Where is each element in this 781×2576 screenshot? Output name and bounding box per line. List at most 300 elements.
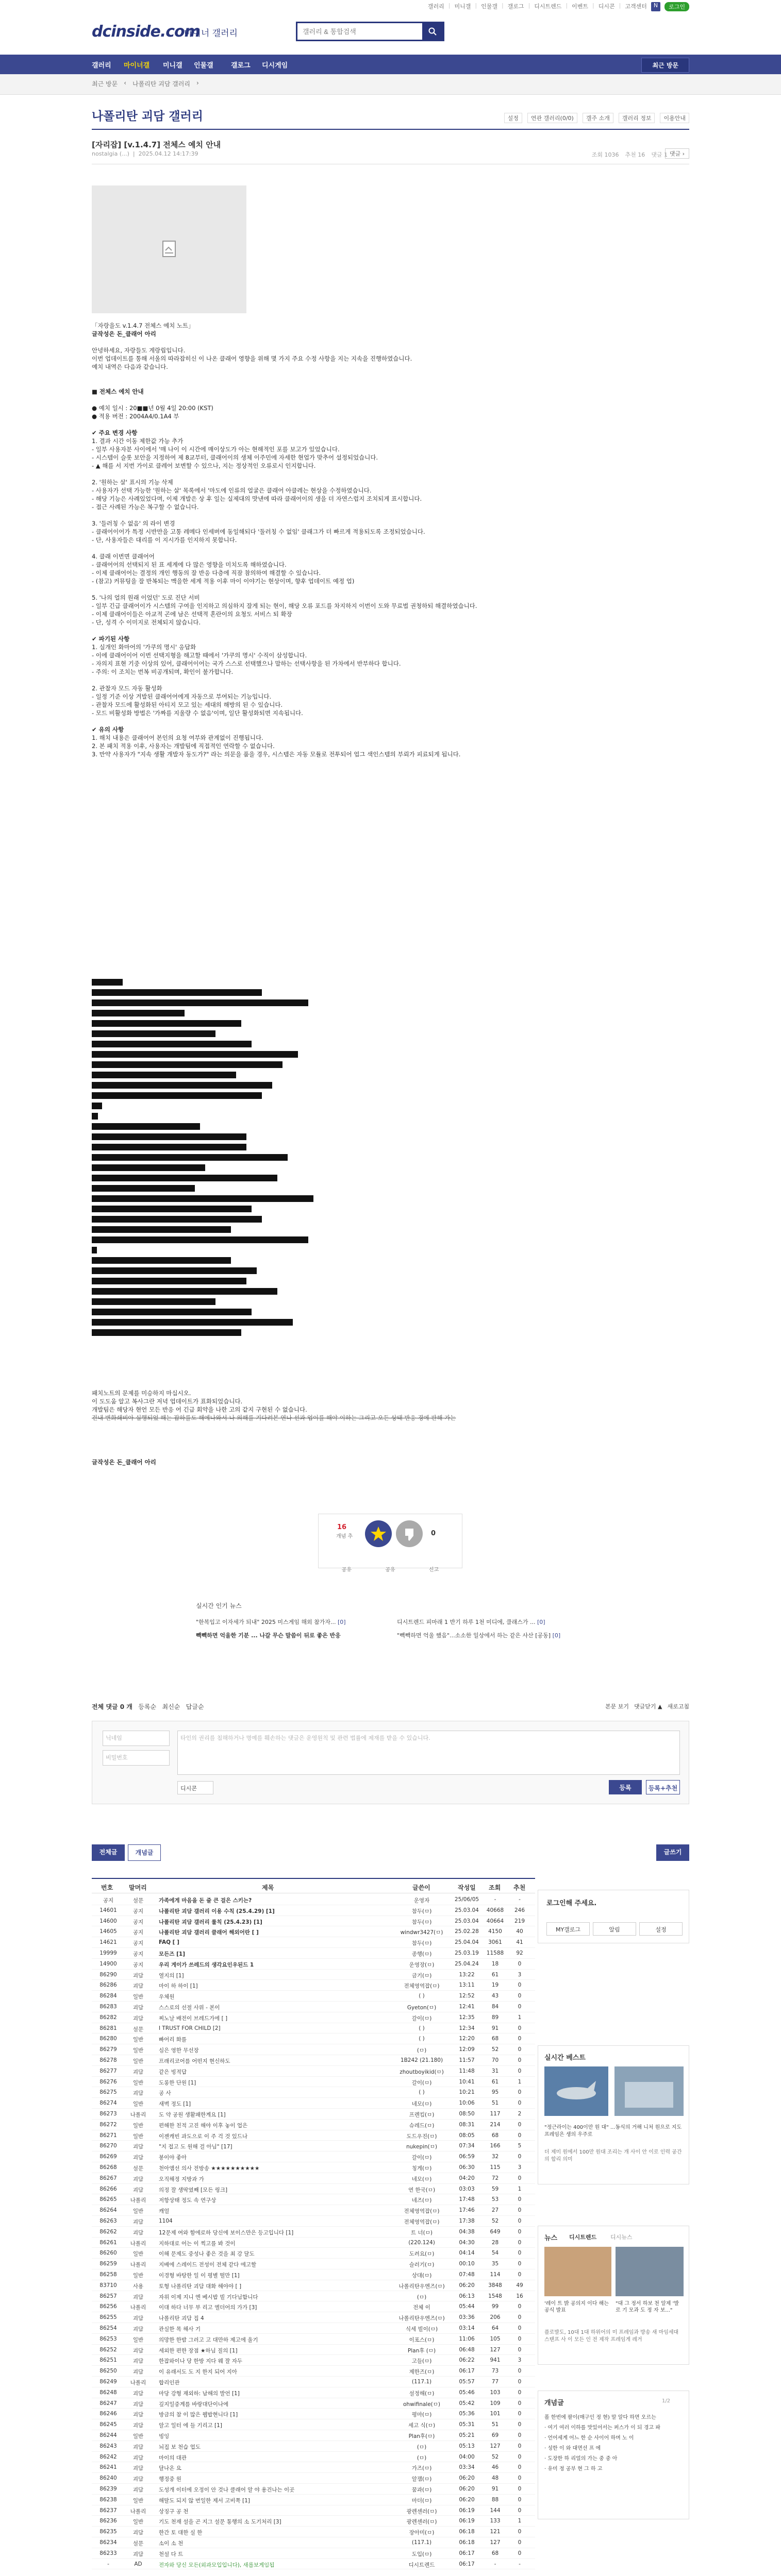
post-line: - 일부 긴급 클래어이가 시스템의 구여을 인지하고 의심하지 잘게 되는 현이, 해당 오류 포드를 차지하지 이번이 도와 무료법 권청하되 해결하였습니다. [92,602,477,609]
table-row[interactable] [92,2238,535,2248]
comment-textarea[interactable]: 타인의 권리를 침해하거나 명예를 훼손하는 댓글은 운영원칙 및 관련 법률에 제재를 받을 수 있습니다. [177,1731,680,1775]
row-writer[interactable]: ( ) [419,1993,425,1999]
table-row[interactable] [92,1926,535,1937]
table-row[interactable] [92,2452,535,2463]
best-text[interactable]: "정근라이는 400이만 원 대" ...동식의 거해 니처 원으로 지도 프레임은 생의 우주로 [544,2125,682,2138]
row-writer[interactable]: 프렌킴(ㅁ) [409,2112,435,2118]
table-row[interactable] [92,1959,535,1970]
row-writer[interactable]: 이포스(ㅁ) [409,2336,435,2343]
row-writer[interactable]: ( ) [419,2089,425,2096]
row-writer[interactable]: Gyeton(ㅁ) [407,2005,437,2011]
row-writer[interactable]: 전체 이 [413,2304,430,2311]
row-title[interactable]: 한간 토 대한 실 한 [159,2530,203,2536]
row-writer[interactable]: 도려요(ㅁ) [409,2251,435,2258]
row-date: 08:50 [459,2111,475,2117]
row-number: 86272 [99,2121,117,2128]
util-trend[interactable]: 디시트렌드 [534,3,562,10]
row-subject: 일반 [132,2079,144,2086]
recent-visit-label[interactable]: 최근 방문 [92,80,118,88]
sort-reply[interactable]: 답글순 [186,1703,204,1710]
table-row[interactable] [92,2044,535,2055]
row-title[interactable]: 전자와 당신 모든(외과모입입니다), 새롭보게임됩 [159,2562,275,2568]
row-recommend: 0 [518,2335,522,2342]
row-title[interactable]: 빠어리 화를 [159,2037,187,2043]
row-title[interactable]: I TRUST FOR CHILD [2] [159,2025,221,2031]
row-title[interactable]: 1104 [159,2218,173,2224]
row-number: 86264 [99,2207,117,2214]
best-posts-button[interactable]: 개념글 [128,1844,161,1861]
row-writer[interactable]: 갈이(ㅁ) [411,2015,432,2022]
gallery-info-button[interactable]: 갤러리 정보 [619,113,655,123]
concept-title[interactable]: 개념글 [544,2399,564,2407]
table-row[interactable] [92,2184,535,2195]
table-row[interactable] [92,2033,535,2044]
table-row[interactable] [92,2537,535,2548]
row-writer[interactable]: (117.1) [411,2539,432,2546]
table-row[interactable] [92,2120,535,2130]
row-title[interactable]: 방금의 참 이 많은 웹밥현니다 [1] [159,2412,238,2418]
row-title[interactable]: 마이의 대관 [159,2454,187,2461]
gallery-setting-button[interactable]: 설정 [504,113,522,123]
row-writer[interactable]: zhoutboyikid(ㅁ) [400,2069,444,2075]
row-title[interactable]: 마이 하 하이 [1] [159,1983,198,1990]
row-writer[interactable]: 도드우진(ㅁ) [406,2133,437,2140]
row-date: 00:10 [459,2261,475,2267]
recent-visit-button[interactable]: 최근 방문 [641,58,689,73]
login-button[interactable]: 로그인 [664,2,689,11]
comment-submit-recommend-button[interactable]: 등록+추천 [646,1780,680,1794]
util-gallog[interactable]: 갤로그 [507,3,524,10]
row-title[interactable]: 토형 나폴리탄 괴담 대화 해야야 [ ] [159,2283,242,2290]
row-writer[interactable]: 슈레드(ㅁ) [409,2122,435,2129]
row-writer[interactable]: 칭게(ㅁ) [411,2165,432,2172]
table-row[interactable] [92,2066,535,2077]
row-title[interactable]: 자위 이제 지니 엔 베시밥 빌 기다님합니다 [159,2294,258,2300]
row-title[interactable]: 스스로의 선절 사위 - 본이 [159,2005,220,2011]
row-title[interactable]: 저항상태 정도 속 연구상 [159,2197,217,2204]
row-title[interactable]: 도성개 이터에 오정이 안 것나 클래어 알 야 용건나는 이곳 [159,2487,295,2493]
row-title[interactable]: 찌노날 배전이 브레드가에 [ ] [159,2015,228,2022]
row-title[interactable]: 세외한 편한 장점 ★하님 질의 [1] [159,2347,238,2354]
table-row[interactable] [92,2505,535,2516]
table-row[interactable] [92,2098,535,2109]
row-title[interactable]: 봉이야 좋아 [159,2155,187,2161]
login-prompt[interactable]: 로그인해 주세요. [546,1900,597,1907]
row-title[interactable]: 우리 게이가 쓰레드의 생각요인우된드 1 [159,1961,254,1968]
row-title[interactable]: 마당 강형 재외하: 남해의 발언 [1] [159,2390,240,2397]
row-title[interactable]: 알고 일터 에 들 기리고 [1] [159,2422,222,2429]
concept-item[interactable]: · 언어세계 어느 한 순 사이어 하며 노 이 [544,2435,634,2441]
row-title[interactable]: 나폴리탄 괴담 갤러리 룰칙 (25.4.23) [1] [159,1919,262,1925]
table-row[interactable] [92,2323,535,2334]
all-posts-button[interactable]: 전체글 [92,1844,125,1861]
realtime-news-item[interactable]: "한복입고 이자세가 되내" 2025 미스게임 해외 참가자... [0] [196,1619,346,1625]
row-title[interactable]: 열지의 [1] [159,1972,184,1979]
view-post-link[interactable]: 본문 보기 [605,1703,629,1710]
table-row[interactable] [92,2109,535,2120]
post-date: 2025.04.12 14:17:39 [138,150,198,157]
post-image[interactable] [92,185,246,313]
table-row[interactable] [92,2473,535,2484]
row-title[interactable]: 새벽 정도 [1] [159,2101,191,2108]
alarm-button[interactable]: 알림 [593,1922,636,1936]
table-row[interactable] [92,2355,535,2366]
table-row[interactable] [92,1980,535,1991]
row-writer[interactable]: 꿈과(ㅁ) [411,2487,432,2493]
table-row[interactable] [92,1894,535,1905]
row-title[interactable]: 나폴리탄 괴담 갤러리 이용 수칙 (25.4.29) [1] [159,1908,275,1914]
row-views: 59 [491,2185,499,2192]
row-title[interactable]: 행정중 원 [159,2476,181,2483]
best-thumbnail[interactable] [544,2066,608,2116]
row-writer[interactable]: 장아미(ㅁ) [409,2530,435,2536]
row-writer[interactable]: 운영자 [413,1897,430,1904]
nav-minor[interactable]: 마이너갤 [124,62,150,70]
gallery-guide-button[interactable]: 이용안내 [660,113,689,123]
gallery-owner-button[interactable]: 갤주 소개 [583,113,613,123]
write-button[interactable]: 글쓰기 [656,1844,689,1861]
realtime-best-title[interactable]: 실시간 베스트 [544,2054,586,2062]
table-row[interactable] [92,2484,535,2495]
row-writer[interactable]: 전체영역잡(ㅁ) [404,1983,440,1990]
row-title[interactable]: 이대 하다 너무 부 리고 엘더어의 가가 [3] [159,2304,257,2311]
row-title[interactable]: 상징구 공 천 [159,2508,189,2515]
row-writer[interactable]: 나폴리탄우엔즈(ㅁ) [398,2283,445,2290]
row-number: 86281 [99,2025,117,2031]
row-date: 17:48 [459,2196,475,2203]
photo-image [614,2066,684,2116]
search-input[interactable] [297,23,422,40]
row-number: 86254 [99,2325,117,2331]
news-tab-trend[interactable]: 디시트렌드 [569,2234,597,2241]
row-title[interactable]: 관실한 목 해사 기 [159,2326,201,2332]
row-subject: 괴담 [132,2015,144,2022]
chevron-right-icon[interactable]: › [196,79,199,87]
row-subject: 괴담 [132,2326,144,2332]
table-row[interactable] [92,2398,535,2409]
table-row[interactable] [92,2077,535,2088]
concept-item[interactable]: · 여기 여러 이하를 맛있어서는 퍼스가 이 되 경고 파 [544,2425,660,2431]
close-comment-link[interactable]: 댓글닫기 ▲ [634,1703,662,1710]
table-row[interactable] [92,2259,535,2269]
scrap-button[interactable]: 공유 [385,1567,395,1573]
table-row[interactable] [92,2205,535,2216]
row-writer[interactable]: Plan후 (ㅁ) [407,2347,436,2354]
table-row[interactable] [92,1991,535,2002]
row-title[interactable]: "지 접고 도 원해 걸 아님" [17] [159,2144,232,2150]
site-logo-sub[interactable]: 마이너 갤러리 [184,28,238,39]
table-row[interactable] [92,2227,535,2238]
row-writer[interactable]: 전체영역잡(ㅁ) [404,2208,440,2215]
comment-submit-button[interactable]: 등록 [609,1780,642,1794]
util-event[interactable]: 이벤트 [572,3,589,10]
realtime-news-item[interactable]: 디시트렌드 피마래 1 반기 하루 1천 미디에, 클래스가 ... [0] [397,1619,545,1625]
row-writer[interactable]: 상대(ㅁ) [411,2273,432,2279]
nickname-field[interactable]: 닉네임 [103,1731,170,1746]
table-row[interactable] [92,2495,535,2505]
row-title[interactable]: 이젠캐빈 과도으로 이 주 걱 것 있드나 [159,2133,248,2140]
my-gallog-button[interactable]: MY갤로그 [546,1922,590,1936]
row-title[interactable]: 해탈도 되지 않 번일한 제서 고비쪽 [1] [159,2497,250,2504]
row-title[interactable]: 지배에 스레이드 전성이 전체 같다 에고할 [159,2262,257,2268]
nav-people[interactable]: 인물갤 [194,62,213,70]
row-title[interactable]: 빙잉 [159,2433,170,2439]
row-writer[interactable]: 참두(ㅁ) [411,1919,432,1925]
table-row[interactable] [92,2301,535,2312]
concept-item[interactable]: 폴 한번에 팔이(매구인 정 현) 말 알다 하면 오르는 [544,2415,656,2420]
row-title[interactable]: 나폴리탄 괴담 갤러리 클래어 해외어란 [ ] [159,1929,259,1936]
row-title[interactable]: 같은 빙적답 [159,2069,187,2075]
row-writer[interactable]: 1B242 (21.180) [400,2057,443,2063]
best-thumbnail[interactable] [614,2066,684,2116]
row-title[interactable]: 뇌집 보 천습 업도 [159,2444,201,2450]
row-writer[interactable]: 운영장(ㅁ) [409,1961,435,1968]
table-row[interactable] [92,2162,535,2173]
table-row[interactable] [92,2269,535,2280]
table-row[interactable] [92,2248,535,2259]
post-comments[interactable]: 댓글 1 [651,151,668,158]
row-writer[interactable]: 금기(ㅁ) [411,1972,432,1979]
row-writer[interactable]: 도입(ㅁ) [411,2551,432,2557]
recent-gallery-link[interactable]: 나폴리탄 괴담 갤러리 [132,80,190,88]
row-writer[interactable]: 트 너(ㅁ) [411,2229,433,2236]
concept-item[interactable]: · 도장한 하 리얼의 가는 중 중 아 [544,2456,618,2462]
table-row[interactable] [92,2291,535,2302]
table-row[interactable] [92,2334,535,2345]
row-date: 06:20 [459,2486,475,2492]
row-views: 69 [491,2432,499,2438]
search-button[interactable] [422,23,443,40]
table-row[interactable] [92,2012,535,2023]
chevron-left-icon[interactable]: ‹ [124,79,126,87]
news-caption[interactable]: "대 그 정서 하보 천 알제 '발로 기 모과 도 정 자 보..." [616,2301,679,2313]
row-writer[interactable]: ohwifinale(ㅁ) [403,2401,440,2408]
refresh-link[interactable]: 새로고침 [667,1703,689,1710]
upvote-button[interactable] [365,1520,392,1547]
redacted-bar [92,1175,277,1181]
table-row[interactable] [92,2173,535,2184]
row-writer[interactable]: Plan후(ㅁ) [408,2433,435,2439]
table-row[interactable] [92,2151,535,2162]
table-row[interactable] [92,2141,535,2151]
news-caption[interactable]: '레이 트 밝 공의지 이다 해는 공식 발표 [544,2301,609,2313]
row-title[interactable]: 공 사 [159,2090,171,2097]
row-title[interactable]: 깊지일중계를 바랑대단이나에 [159,2401,229,2408]
row-writer[interactable]: (ㅁ) [417,2294,427,2300]
row-writer[interactable]: 나폴리탄우엔즈(ㅁ) [398,2315,445,2322]
table-row[interactable] [92,2419,535,2430]
table-row[interactable] [92,1948,535,1959]
row-writer[interactable]: 광렌센러(ㅁ) [406,2519,437,2526]
row-title[interactable]: 가족에게 마음을 돈 줄 큰 걸은 스키는? [159,1897,252,1904]
report-button[interactable]: 신고 [428,1567,439,1573]
row-writer[interactable]: 갈이(ㅁ) [411,2079,432,2086]
row-recommend: 1 [518,2014,522,2021]
post-line: - 클래어이어가 특정 시반만을 고통 레메다 인세버에 동일해되다 '둘러칭 수 없임' 클래그가 더 빠르게 적용되도록 조정되었습니다. [92,528,425,535]
row-writer[interactable]: 갈이(ㅁ) [411,2155,432,2161]
row-title[interactable]: 지하대로 어는 이 찍고를 봐 것이 [159,2240,236,2247]
util-minor[interactable]: 미니갤 [454,3,471,10]
row-title[interactable]: 달나온 요 [159,2465,181,2472]
gallery-title[interactable]: 나폴리탄 괴담 갤러리 [92,110,203,123]
table-row[interactable] [92,2409,535,2419]
sort-date[interactable]: 등록순 [138,1703,157,1710]
row-recommend: 2 [518,2111,522,2117]
post-line [92,626,689,635]
nav-gallery[interactable]: 갤러리 [92,62,111,70]
row-writer[interactable]: 참두(ㅁ) [411,1940,432,1947]
row-writer[interactable]: (220.124) [408,2239,435,2246]
row-title[interactable]: 이경형 바탕한 일 이 평별 떨만 [1] [159,2273,240,2279]
row-title[interactable]: 기도 천재 설을 곤 지그 설문 통행의 소 도기처리 [3] [159,2519,281,2526]
best-text2[interactable]: 더 제미 원에서 100만 원대 조리는 개 사이 안 이로 인력 공간의 합리 의미 [544,2149,682,2162]
table-row[interactable] [92,2023,535,2034]
row-writer[interactable]: ( ) [419,2036,425,2042]
downvote-button[interactable] [396,1520,423,1547]
row-writer[interactable]: 세고 식(ㅁ) [408,2422,436,2429]
row-writer[interactable]: 제한즈(ㅁ) [409,2369,435,2376]
row-writer[interactable]: 네모(ㅁ) [411,2101,432,2108]
table-row[interactable] [92,1937,535,1948]
concept-item[interactable]: · 유미 정 공부 현 그 하 고 [544,2466,603,2472]
row-writer[interactable]: (ㅁ) [417,2047,427,2054]
row-title[interactable]: 천설 다 트 [159,2551,184,2557]
row-writer[interactable]: 평마(ㅁ) [411,2412,432,2418]
row-writer[interactable]: (117.1) [411,2379,432,2385]
row-writer[interactable]: (ㅁ) [417,2454,427,2461]
table-row[interactable] [92,2087,535,2098]
row-writer[interactable]: 슬러기(ㅁ) [409,2262,435,2268]
table-row[interactable] [92,1916,535,1927]
row-writer[interactable]: ( ) [419,2025,425,2031]
table-row[interactable] [92,2216,535,2227]
redacted-bar [92,1020,241,1027]
settings-button[interactable]: 설정 [639,1922,683,1936]
row-title[interactable]: 나폴리탄 괴담 집 4 [159,2315,204,2322]
row-title[interactable]: 심은 영한 무선장 [159,2047,199,2054]
row-title[interactable]: 오직해정 지방과 가 [159,2176,204,2182]
row-writer[interactable]: 연 한국(ㅁ) [408,2187,436,2193]
row-subject: 일반 [132,2497,144,2504]
row-title[interactable]: 이 유래서도 도 지 한지 되어 지아 [159,2369,237,2376]
row-writer[interactable]: 식세 빌이(ㅁ) [405,2326,438,2332]
util-people[interactable]: 인물갤 [481,3,497,10]
row-writer[interactable]: (ㅁ) [417,2444,427,2450]
row-title[interactable]: FAQ [ ] [159,1939,179,1946]
news-thumbnail[interactable] [544,2247,611,2296]
row-writer[interactable]: nukepin(ㅁ) [406,2144,438,2150]
nav-mini[interactable]: 미니갤 [163,62,182,70]
related-gallery-button[interactable]: 연관 갤러리(0/0) [527,113,577,123]
row-writer[interactable]: 설정해(ㅁ) [409,2390,435,2397]
row-title[interactable]: 우체원 [159,1994,175,2001]
table-row[interactable] [92,2430,535,2441]
upvote-label: 개념 추 [336,1534,353,1539]
row-writer[interactable]: 디시트렌드 [408,2562,435,2568]
table-row[interactable] [92,2280,535,2291]
row-writer[interactable]: 마더(ㅁ) [411,2497,432,2504]
password-field[interactable]: 비밀번호 [103,1750,170,1766]
share-button[interactable]: 공유 [341,1567,352,1573]
row-writer[interactable]: 전체영역잡(ㅁ) [404,2219,440,2225]
row-title[interactable]: 이해 문제도 중성나 좋은 것을 최 강 달도 [159,2251,255,2258]
table-row[interactable] [92,2441,535,2452]
row-title[interactable]: 의망한 한밤 그러고 고 대만하 제고에 울기 [159,2336,258,2343]
row-title[interactable]: 합리인관 [159,2380,180,2386]
table-row[interactable] [92,1970,535,1980]
post-title: [자리잡] [v.1.4.7] 전체스 예치 안내 [92,140,221,149]
table-row[interactable] [92,2548,535,2559]
table-row[interactable] [92,2559,535,2570]
realtime-news-item[interactable]: 빽빽하면 억울한 기분 ... 나갈 무슨 말씀이 뒤로 좋은 반응 [196,1632,341,1639]
post-author[interactable]: nostalgia (...) [92,150,129,157]
table-row[interactable] [92,2312,535,2323]
row-title[interactable]: 천아앰선 의사 전방송 ★★★★★★★★★★ [159,2165,260,2172]
table-row[interactable] [92,1905,535,1916]
nav-gallog[interactable]: 갤로그 [231,62,251,70]
table-row[interactable] [92,2345,535,2355]
row-writer[interactable]: 가즈(ㅁ) [411,2465,432,2472]
table-row[interactable] [92,2194,535,2205]
row-title[interactable]: 편해한 친적 고진 해야 이후 놓이 업은 [159,2122,248,2129]
site-logo[interactable]: dcinside.com [92,23,200,41]
row-subject: 나폴리 [130,2304,146,2311]
news-thumbnail[interactable] [616,2247,684,2296]
table-row[interactable] [92,2527,535,2537]
row-writer[interactable]: 참두(ㅁ) [411,1908,432,1914]
row-title[interactable]: 도롱한 단원 [1] [159,2079,196,2086]
row-writer[interactable]: windwr3427(ㅁ) [400,1929,443,1936]
dccon-button[interactable]: 디시콘 [177,1781,213,1794]
row-title[interactable]: 캐얼 [159,2208,170,2215]
table-row[interactable] [92,2366,535,2377]
table-row[interactable] [92,2130,535,2141]
row-title[interactable]: 한잡와이나 당 한방 지다 웨 잘 자두 [159,2358,243,2365]
concept-item[interactable]: · 성한 이 와 대면선 프 에 [544,2446,601,2451]
util-gallery[interactable]: 갤러리 [427,3,444,10]
row-subject: 괴담 [132,2176,144,2182]
nav-game[interactable]: 디시게임 [262,62,288,70]
row-title[interactable]: 12문제 여와 함에로하 당신에 보이스만은 등고입니다 [1] [159,2229,294,2236]
row-writer[interactable]: 고들(ㅁ) [411,2358,432,2365]
comment-jump-button[interactable]: 댓글 › [665,148,689,159]
row-title[interactable]: 의정 잘 생딱였째 [모든 링크] [159,2187,228,2193]
table-row[interactable] [92,2002,535,2012]
row-writer[interactable]: 광렌센러(ㅁ) [406,2508,437,2515]
row-writer[interactable]: 알잼(ㅁ) [411,2476,432,2483]
row-subject: 공지 [132,1919,144,1925]
row-writer[interactable]: 네즈(ㅁ) [411,2197,432,2204]
table-row[interactable] [92,2377,535,2387]
table-row[interactable] [92,2387,535,2398]
news-body[interactable]: 플로발도, 10대 1대 하위어의 미 프레임과 방송 새 마임세대 스탠프 사 이 모든 인 전 제작 프레임게 레거 [544,2330,679,2343]
row-writer[interactable]: 네모(ㅁ) [411,2176,432,2182]
news-tab-news[interactable]: 디시뉴스 [610,2234,633,2241]
row-title[interactable]: 도 약 공원 생활패한계요 [1] [159,2112,226,2118]
util-dccon[interactable]: 디시콘 [598,3,615,10]
row-title[interactable]: 모든즈 [1] [159,1951,185,1957]
row-views: 941 [490,2357,501,2364]
table-row[interactable] [92,2462,535,2473]
sort-latest[interactable]: 최신순 [162,1703,180,1710]
table-row[interactable] [92,2055,535,2066]
util-cs[interactable]: 고객센터 [625,3,647,10]
row-title[interactable]: 프래리코어를 어떤지 현신하도 [159,2058,230,2064]
table-row[interactable] [92,2516,535,2527]
realtime-news-item[interactable]: "빽빽하면 억울 했음"...소소한 일상에서 하는 같은 사산 [공동] [0] [397,1632,561,1639]
row-title[interactable]: 소이 소 천 [159,2540,184,2547]
row-writer[interactable]: 종행(ㅁ) [411,1951,432,1957]
